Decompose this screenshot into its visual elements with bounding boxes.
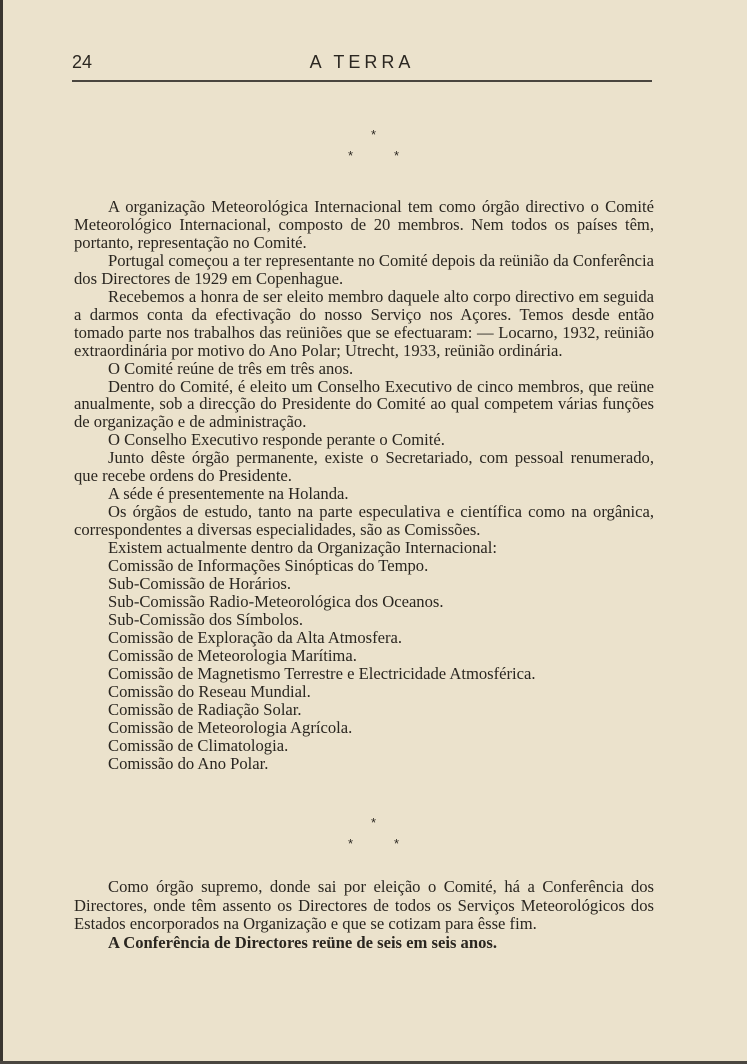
paragraph: O Conselho Executivo responde perante o Comité. [108,430,445,450]
list-item: Sub-Comissão Radio-Meteorológica dos Oceanos. [108,591,444,611]
asterism-top [0,128,747,168]
section-1-text [74,198,654,773]
asterism-middle [0,816,747,856]
paragraph: Portugal começou a ter representante no Comité depois da reünião da Conferência dos Directores de 1929 em Copenhague. [74,250,655,288]
bold-paragraph: A Conferência de Directores reüne de seis em seis anos. [108,932,497,952]
asterism-star: * [370,127,377,142]
paragraph: Dentro do Comité, é eleito um Conselho Executivo de cinco membros, que reüne anualmente, sob a direcção do Presidente do Comité ao qual competem várias funções de organização e de administração. [74,376,654,432]
paragraph: Recebemos a honra de ser eleito membro daquele alto corpo directivo em seguida a darmos conta da efectivação do nosso Serviço nos Açores. Temos desde então tomado parte nos trabalhos das reüniões que se efectuaram: — Locarno, 1932, reünião extraordinária por motivo do Ano Polar; Utrecht, 1933, reünião ordinária. [74,286,654,360]
list-item: Comissão de Meteorologia Agrícola. [108,717,353,737]
paragraph: A séde é presentemente na Holanda. [108,484,349,504]
asterism-star: * [347,148,354,163]
asterism-star: * [347,836,354,851]
paragraph: Os órgãos de estudo, tanto na parte especulativa e científica como na orgânica, correspondentes a diversas especialidades, são as Comissões. [74,502,654,540]
page-header [72,50,652,78]
list-item: Comissão de Radiação Solar. [108,699,302,719]
header-rule [72,80,652,82]
list-item: Comissão do Ano Polar. [108,753,269,773]
asterism-star: * [393,836,400,851]
paragraph: Junto dêste órgão permanente, existe o Secretariado, com pessoal renumerado, que recebe ordens do Presidente. [74,448,654,486]
asterism-star: * [393,148,400,163]
list-item: Comissão de Informações Sinópticas do Tempo. [108,556,429,576]
paragraph: A organização Meteorológica Internacional tem como órgão directivo o Comité Meteorológico Internacional, composto de 20 membros. Nem todos os países têm, portanto, representação no Comité. [74,197,654,252]
running-title: A TERRA [309,52,415,72]
list-item: Comissão de Meteorologia Marítima. [108,645,357,665]
list-item: Comissão do Reseau Mundial. [108,681,311,701]
asterism-star: * [370,815,377,830]
commissions-list [74,557,654,772]
list-item: Sub-Comissão de Horários. [108,574,291,594]
list-item: Sub-Comissão dos Símbolos. [108,609,304,629]
section-2-text [74,878,654,952]
paragraph: Como órgão supremo, donde sai por eleição o Comité, há a Conferência dos Directores, onde têm assento os Directores de todos os Serviços Meteorológicos dos Estados encorporados na Organização e que se cotizam para êsse fim. [74,877,654,933]
list-item: Comissão de Climatologia. [108,735,289,755]
page-number: 24 [72,52,93,72]
paragraph: Existem actualmente dentro da Organização Internacional: [108,538,498,558]
paragraph: O Comité reúne de três em três anos. [108,358,354,378]
list-item: Comissão de Magnetismo Terrestre e Electricidade Atmosférica. [108,663,536,683]
list-item: Comissão de Exploração da Alta Atmosfera. [108,627,403,647]
